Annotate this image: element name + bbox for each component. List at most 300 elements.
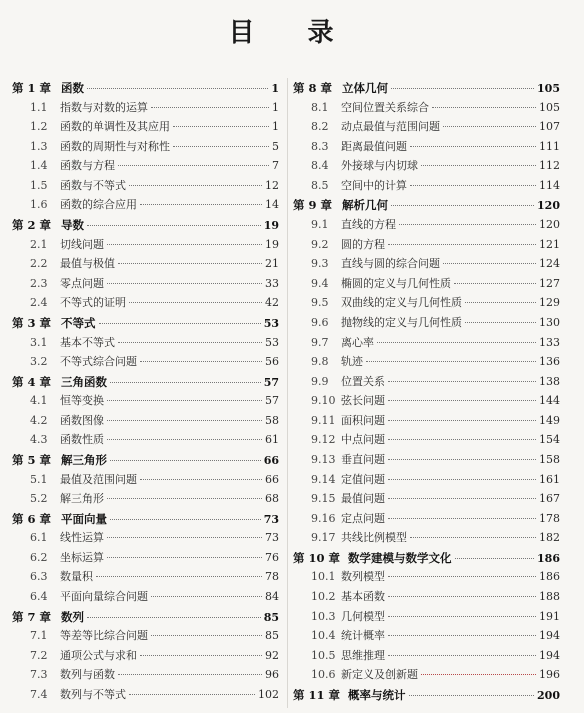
toc-section-row [12, 392, 279, 410]
toc-entry-number: 2.2 [30, 257, 48, 271]
toc-entry-number: 第 4 章 [12, 374, 52, 389]
toc-leader-dots [151, 107, 269, 108]
toc-page-number: 56 [265, 355, 279, 369]
toc-entry-title: 数列模型 [341, 570, 385, 584]
toc-entry-number: 9.4 [311, 276, 329, 290]
toc-section-row [12, 412, 279, 430]
toc-page-number: 19 [265, 237, 279, 251]
toc-leader-dots [388, 244, 536, 245]
toc-entry-title: 定值问题 [341, 472, 385, 486]
toc-entry-title: 直线与圆的综合问题 [341, 257, 440, 271]
toc-section-row [12, 549, 279, 567]
toc-entry-title: 不等式的证明 [60, 296, 126, 310]
toc-section-row [293, 275, 560, 293]
toc-entry-number: 第 2 章 [12, 218, 52, 233]
toc-entry-title: 基本函数 [341, 590, 385, 604]
toc-entry-number: 9.5 [311, 296, 329, 310]
toc-leader-dots [118, 674, 262, 675]
toc-section-row [293, 471, 560, 489]
toc-chapter-row [12, 608, 279, 626]
toc-page-number: 1 [272, 120, 279, 134]
toc-section-row [293, 568, 560, 586]
toc-leader-dots [129, 302, 262, 303]
toc-section-row [293, 666, 560, 684]
toc-section-row [293, 353, 560, 371]
toc-section-row [293, 216, 560, 234]
toc-page-number: 21 [265, 257, 279, 271]
toc-entry-number: 10.6 [311, 668, 336, 682]
toc-entry-title: 新定义及创新题 [341, 668, 418, 682]
toc-entry-title: 双曲线的定义与几何性质 [341, 296, 462, 310]
toc-entry-title: 平面向量 [61, 511, 107, 526]
toc-section-row [12, 138, 279, 156]
toc-section-row [293, 236, 560, 254]
toc-page-number: 66 [263, 453, 279, 467]
toc-entry-title: 三角函数 [61, 374, 107, 389]
toc-leader-dots [388, 381, 536, 382]
toc-entry-title: 直线的方程 [341, 218, 396, 232]
toc-leader-dots [388, 518, 536, 519]
toc-entry-title: 导数 [61, 218, 84, 233]
toc-leader-dots [96, 576, 262, 577]
toc-entry-number: 1.3 [30, 139, 48, 153]
toc-page-number: 85 [263, 610, 279, 624]
toc-page-number: 105 [539, 100, 560, 114]
toc-right-column [293, 79, 560, 704]
toc-entry-title: 函数的综合应用 [60, 198, 137, 212]
toc-leader-dots [107, 420, 262, 421]
toc-entry-number: 9.9 [311, 374, 329, 388]
toc-entry-number: 6.4 [30, 590, 48, 604]
toc-chapter-row [293, 686, 560, 704]
toc-section-row [293, 255, 560, 273]
toc-entry-title: 函数的单调性及其应用 [60, 120, 170, 134]
toc-entry-number: 2.4 [30, 296, 48, 310]
toc-entry-title: 统计概率 [341, 629, 385, 643]
toc-leader-dots [151, 596, 262, 597]
toc-leader-dots [107, 439, 262, 440]
toc-entry-number: 8.4 [311, 159, 329, 173]
toc-page-number: 66 [265, 472, 279, 486]
toc-chapter-row [12, 314, 279, 332]
toc-entry-title: 数量积 [60, 570, 93, 584]
toc-entry-title: 平面向量综合问题 [60, 590, 148, 604]
toc-leader-dots [421, 674, 536, 675]
toc-page-number: 124 [539, 257, 560, 271]
toc-leader-dots [377, 342, 536, 343]
toc-entry-title: 轨迹 [341, 355, 363, 369]
toc-chapter-row [12, 216, 279, 234]
toc-entry-number: 8.2 [311, 120, 329, 134]
toc-page-number: 76 [265, 550, 279, 564]
toc-leader-dots [87, 617, 261, 618]
toc-section-row [293, 294, 560, 312]
toc-section-row [12, 666, 279, 684]
toc-page-number: 149 [539, 413, 560, 427]
toc-page-number: 111 [539, 139, 560, 153]
toc-entry-number: 8.3 [311, 139, 329, 153]
toc-page-number: 73 [265, 531, 279, 545]
toc-entry-number: 5.2 [30, 492, 48, 506]
toc-leader-dots [388, 616, 536, 617]
toc-page-number: 14 [265, 198, 279, 212]
toc-section-row [12, 471, 279, 489]
toc-section-row [293, 334, 560, 352]
toc-page-number: 136 [539, 355, 560, 369]
toc-entry-title: 等差等比综合问题 [60, 629, 148, 643]
toc-entry-title: 基本不等式 [60, 335, 115, 349]
toc-leader-dots [421, 165, 536, 166]
toc-leader-dots [107, 537, 262, 538]
toc-leader-dots [173, 146, 269, 147]
toc-leader-dots [388, 576, 536, 577]
toc-leader-dots [454, 283, 536, 284]
toc-section-row [293, 177, 560, 195]
toc-page-number: 196 [539, 668, 560, 682]
toc-entry-title: 函数的周期性与对称性 [60, 139, 170, 153]
toc-page-number: 120 [539, 218, 560, 232]
toc-entry-number: 10.5 [311, 648, 336, 662]
toc-section-row [12, 529, 279, 547]
toc-leader-dots [388, 655, 536, 656]
toc-chapter-row [293, 79, 560, 97]
toc-leader-dots [118, 165, 269, 166]
toc-leader-dots [409, 695, 535, 696]
toc-leader-dots [118, 263, 262, 264]
toc-page-number: 7 [272, 159, 279, 173]
toc-section-row [12, 99, 279, 117]
toc-page-number: 78 [265, 570, 279, 584]
toc-page-number: 105 [537, 82, 560, 95]
toc-page-number: 53 [265, 335, 279, 349]
toc-entry-number: 9.16 [311, 511, 336, 525]
toc-chapter-row [293, 549, 560, 567]
toc-entry-title: 不等式 [61, 315, 96, 330]
toc-entry-number: 4.3 [30, 433, 48, 447]
toc-leader-dots [140, 655, 262, 656]
toc-leader-dots [107, 244, 262, 245]
toc-page-number: 130 [539, 315, 560, 329]
toc-leader-dots [110, 460, 261, 461]
toc-entry-number: 第 3 章 [12, 315, 52, 330]
toc-entry-title: 圆的方程 [341, 237, 385, 251]
toc-page-number: 73 [263, 512, 279, 526]
toc-entry-number: 1.5 [30, 178, 48, 192]
toc-page-number: 57 [265, 394, 279, 408]
toc-page-number: 120 [537, 199, 560, 213]
toc-entry-title: 解析几何 [342, 198, 388, 213]
toc-entry-number: 2.1 [30, 237, 48, 251]
toc-entry-number: 7.1 [30, 629, 48, 643]
toc-chapter-row [12, 79, 279, 97]
toc-leader-dots [388, 459, 536, 460]
toc-entry-number: 第 6 章 [12, 511, 52, 526]
toc-entry-number: 9.10 [311, 394, 336, 408]
toc-entry-title: 弦长问题 [341, 394, 385, 408]
toc-section-row [12, 431, 279, 449]
toc-entry-number: 9.14 [311, 472, 336, 486]
toc-leader-dots [388, 439, 536, 440]
toc-section-row [293, 373, 560, 391]
toc-page-number: 144 [539, 394, 560, 408]
toc-section-row [293, 118, 560, 136]
toc-entry-title: 解三角形 [60, 492, 104, 506]
toc-leader-dots [129, 185, 262, 186]
toc-entry-number: 6.1 [30, 531, 48, 545]
toc-entry-number: 6.3 [30, 570, 48, 584]
toc-page-number: 167 [539, 492, 560, 506]
toc-page-number: 127 [539, 276, 560, 290]
page-title: 目 录 [228, 18, 356, 48]
toc-leader-dots [388, 498, 536, 499]
toc-entry-title: 共线比例模型 [341, 531, 407, 545]
toc-leader-dots [107, 283, 262, 284]
toc-entry-number: 9.17 [311, 531, 336, 545]
toc-section-row [12, 255, 279, 273]
toc-page-number: 33 [265, 276, 279, 290]
toc-entry-title: 数学建模与数学文化 [348, 550, 452, 565]
toc-entry-title: 线性运算 [60, 531, 104, 545]
toc-entry-title: 函数 [61, 81, 84, 95]
toc-page-number: 200 [537, 688, 560, 702]
toc-entry-number: 9.7 [311, 335, 329, 349]
toc-section-row [12, 275, 279, 293]
toc-section-row [293, 392, 560, 410]
toc-section-row [293, 412, 560, 430]
toc-leader-dots [140, 361, 262, 362]
toc-leader-dots [410, 185, 536, 186]
toc-entry-number: 6.2 [30, 550, 48, 564]
toc-leader-dots [410, 146, 536, 147]
toc-leader-dots [443, 126, 536, 127]
toc-entry-title: 几何模型 [341, 609, 385, 623]
toc-section-row [293, 490, 560, 508]
toc-section-row [12, 353, 279, 371]
toc-leader-dots [140, 479, 262, 480]
toc-leader-dots [388, 596, 536, 597]
toc-entry-number: 4.2 [30, 413, 48, 427]
toc-entry-title: 数列 [61, 609, 84, 624]
toc-entry-title: 椭圆的定义与几何性质 [341, 276, 451, 290]
toc-page-number: 12 [265, 178, 279, 192]
toc-section-row [12, 686, 279, 704]
toc-entry-title: 不等式综合问题 [60, 355, 137, 369]
toc-page-number: 158 [539, 452, 560, 466]
toc-page-number: 161 [539, 472, 560, 486]
toc-section-row [293, 647, 560, 665]
toc-leader-dots [465, 322, 536, 323]
toc-page-number: 5 [272, 139, 279, 153]
toc-entry-title: 定点问题 [341, 511, 385, 525]
toc-entry-number: 9.6 [311, 315, 329, 329]
toc-entry-title: 数列与函数 [60, 668, 115, 682]
toc-page-number: 121 [539, 237, 560, 251]
toc-leader-dots [465, 302, 536, 303]
toc-entry-title: 最值与极值 [60, 257, 115, 271]
toc-entry-number: 第 7 章 [12, 609, 52, 624]
toc-section-row [293, 451, 560, 469]
toc-entry-number: 9.2 [311, 237, 329, 251]
toc-entry-title: 立体几何 [342, 81, 388, 95]
toc-entry-title: 距离最值问题 [341, 139, 407, 153]
toc-leader-dots [87, 225, 261, 226]
toc-leader-dots [388, 400, 536, 401]
toc-page-number: 107 [539, 120, 560, 134]
toc-section-row [293, 529, 560, 547]
toc-section-row [12, 627, 279, 645]
toc-leader-dots [399, 224, 536, 225]
toc-page-number: 194 [539, 629, 560, 643]
toc-entry-number: 7.3 [30, 668, 48, 682]
toc-entry-title: 解三角形 [61, 452, 107, 467]
toc-section-row [293, 608, 560, 626]
toc-entry-number: 2.3 [30, 276, 48, 290]
toc-leader-dots [140, 204, 262, 205]
toc-entry-title: 中点问题 [341, 433, 385, 447]
toc-leader-dots [107, 498, 262, 499]
toc-page-number: 92 [265, 648, 279, 662]
toc-entry-title: 函数性质 [60, 433, 104, 447]
toc-page-number: 188 [539, 590, 560, 604]
toc-page-number: 42 [265, 296, 279, 310]
toc-page-number: 96 [265, 668, 279, 682]
toc-entry-title: 思维推理 [341, 648, 385, 662]
toc-entry-title: 空间中的计算 [341, 178, 407, 192]
toc-entry-title: 通项公式与求和 [60, 648, 137, 662]
toc-leader-dots [391, 88, 534, 89]
toc-leader-dots [173, 126, 269, 127]
toc-leader-dots [388, 420, 536, 421]
toc-entry-number: 第 11 章 [293, 687, 341, 702]
toc-page-number: 186 [537, 551, 560, 565]
toc-entry-title: 指数与对数的运算 [60, 100, 148, 114]
toc-page-number: 191 [539, 609, 560, 623]
toc-left-column [12, 79, 279, 704]
toc-page-number: 53 [263, 316, 279, 330]
toc-chapter-row [12, 451, 279, 469]
toc-entry-number: 7.2 [30, 648, 48, 662]
toc-section-row [293, 588, 560, 606]
toc-entry-title: 最值及范围问题 [60, 472, 137, 486]
toc-leader-dots [366, 361, 536, 362]
toc-entry-number: 第 9 章 [293, 198, 333, 213]
toc-entry-number: 第 10 章 [293, 550, 341, 565]
toc-entry-title: 面积问题 [341, 413, 385, 427]
toc-entry-title: 动点最值与范围问题 [341, 120, 440, 134]
toc-section-row [12, 177, 279, 195]
toc-entry-number: 10.4 [311, 629, 336, 643]
toc-entry-number: 9.13 [311, 452, 336, 466]
toc-page-number: 61 [265, 433, 279, 447]
toc-leader-dots [410, 537, 536, 538]
toc-page-number: 138 [539, 374, 560, 388]
toc-chapter-row [12, 510, 279, 528]
toc-entry-number: 1.1 [30, 100, 48, 114]
toc-page-number: 1 [272, 100, 279, 114]
toc-section-row [293, 157, 560, 175]
toc-entry-number: 9.1 [311, 218, 329, 232]
toc-leader-dots [107, 400, 262, 401]
toc-page-number: 114 [539, 178, 560, 192]
toc-section-row [293, 431, 560, 449]
toc-entry-number: 9.15 [311, 492, 336, 506]
toc-page-number: 85 [265, 629, 279, 643]
toc-section-row [12, 196, 279, 214]
toc-page-number: 194 [539, 648, 560, 662]
toc-leader-dots [87, 88, 268, 89]
toc-leader-dots [391, 205, 534, 206]
toc-entry-title: 函数与不等式 [60, 178, 126, 192]
toc-chapter-row [293, 196, 560, 214]
toc-entry-title: 空间位置关系综合 [341, 100, 429, 114]
toc-leader-dots [443, 263, 536, 264]
toc-entry-number: 9.3 [311, 257, 329, 271]
toc-page-number: 102 [258, 687, 279, 701]
toc-section-row [12, 647, 279, 665]
toc-leader-dots [388, 635, 536, 636]
toc-page-number: 1 [271, 82, 279, 95]
toc-leader-dots [129, 694, 255, 695]
toc-entry-title: 函数与方程 [60, 159, 115, 173]
toc-entry-number: 9.12 [311, 433, 336, 447]
toc-section-row [293, 627, 560, 645]
toc-entry-title: 切线问题 [60, 237, 104, 251]
toc-page-number: 57 [263, 375, 279, 389]
toc-page-number: 112 [539, 159, 560, 173]
toc-section-row [12, 294, 279, 312]
toc-section-row [12, 157, 279, 175]
toc-leader-dots [118, 342, 262, 343]
toc-page-number: 129 [539, 296, 560, 310]
toc-entry-title: 零点问题 [60, 276, 104, 290]
toc-entry-title: 恒等变换 [60, 394, 104, 408]
toc-section-row [12, 334, 279, 352]
toc-leader-dots [432, 107, 536, 108]
toc-entry-number: 4.1 [30, 394, 48, 408]
toc-page-number: 186 [539, 570, 560, 584]
toc-entry-title: 概率与统计 [348, 687, 406, 702]
toc-leader-dots [151, 635, 262, 636]
toc-chapter-row [12, 373, 279, 391]
toc-entry-title: 函数图像 [60, 413, 104, 427]
toc-entry-number: 第 1 章 [12, 81, 52, 95]
column-divider [287, 78, 288, 708]
toc-entry-number: 1.6 [30, 198, 48, 212]
toc-section-row [293, 314, 560, 332]
toc-entry-number: 1.4 [30, 159, 48, 173]
toc-entry-number: 5.1 [30, 472, 48, 486]
toc-page-number: 58 [265, 413, 279, 427]
toc-entry-title: 抛物线的定义与几何性质 [341, 315, 462, 329]
toc-page-number: 84 [265, 590, 279, 604]
toc-entry-number: 9.8 [311, 355, 329, 369]
toc-page-number: 19 [263, 219, 279, 233]
toc-leader-dots [455, 558, 535, 559]
toc-section-row [293, 138, 560, 156]
toc-entry-title: 数列与不等式 [60, 687, 126, 701]
toc-section-row [12, 588, 279, 606]
toc-page-number: 182 [539, 531, 560, 545]
toc-entry-number: 3.2 [30, 355, 48, 369]
toc-leader-dots [388, 479, 536, 480]
toc-page-number: 133 [539, 335, 560, 349]
toc-leader-dots [110, 382, 261, 383]
toc-section-row [293, 510, 560, 528]
toc-entry-number: 7.4 [30, 687, 48, 701]
toc-entry-title: 外接球与内切球 [341, 159, 418, 173]
toc-entry-title: 离心率 [341, 335, 374, 349]
toc-entry-title: 坐标运算 [60, 550, 104, 564]
